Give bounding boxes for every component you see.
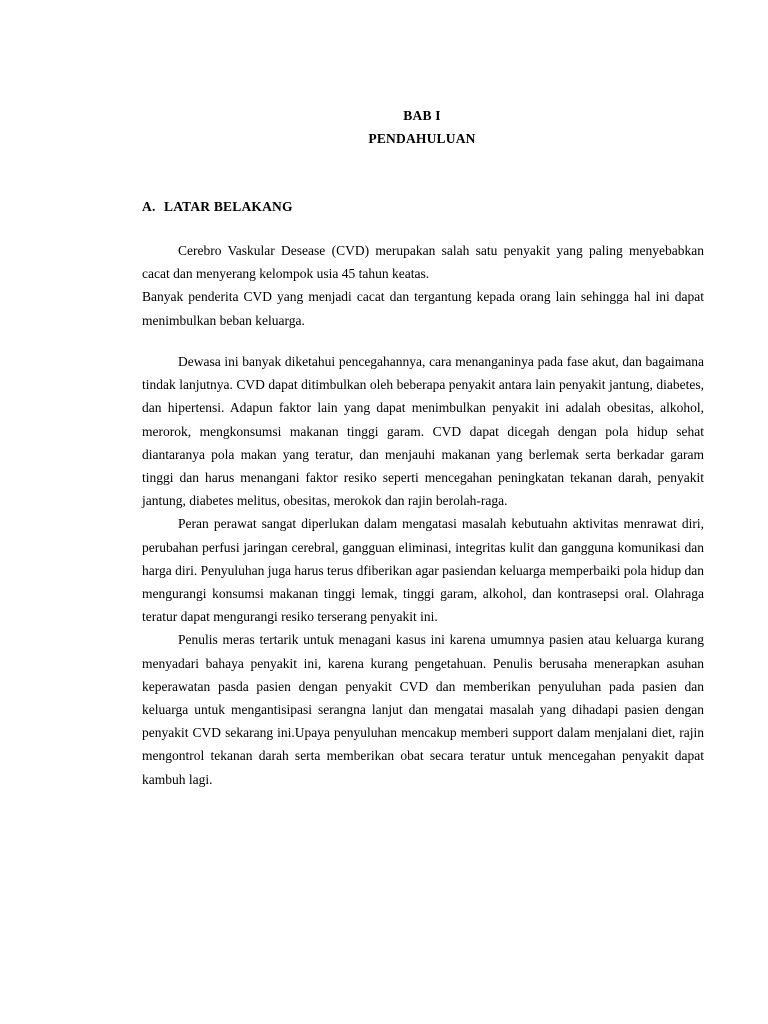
section-letter: A. (142, 199, 156, 214)
paragraph-2: Banyak penderita CVD yang menjadi cacat dan tergantung kepada orang lain sehingga hal ini dapat menimbulkan beban keluarga. (142, 289, 704, 328)
intro-block (142, 239, 704, 332)
body-block (142, 350, 704, 791)
paragraph-4: Peran perawat sangat diperlukan dalam mengatasi masalah kebutuahn aktivitas menrawat diri, perubahan perfusi jaringan cerebral, gangguan eliminasi, integritas kulit dan gangguna komunikasi dan harga diri. Penyuluhan juga harus terus dfiberikan agar pasiendan keluarga memperbaiki pola hidup dan mengurangi konsumsi makanan tinggi lemak, tinggi garam, alkohol, dan kontrasepsi oral. Olahraga teratur dapat mengurangi resiko terserang penyakit ini. (142, 516, 704, 625)
paragraph-5: Penulis meras tertarik untuk menagani kasus ini karena umumnya pasien atau keluarga kurang menyadari bahaya penyakit ini, karena kurang pengetahuan. Penulis berusaha menerapkan asuhan keperawatan pasda pasien dengan penyakit CVD dan memberikan penyuluhan pada pasien dan keluarga untuk mengantisipasi serangna lanjut dan mengatai masalah yang dihadapi pasien dengan penyakit CVD sekarang ini.Upaya penyuluhan mencakup memberi support dalam menjalani diet, rajin mengontrol tekanan darah serta memberikan obat secara teratur untuk mencegahan penyakit dapat kambuh lagi. (142, 632, 704, 787)
chapter-number: BAB I (403, 108, 441, 123)
section-heading (142, 199, 293, 215)
chapter-title: PENDAHULUAN (368, 131, 476, 146)
paragraph-1: Cerebro Vaskular Desease (CVD) merupakan salah satu penyakit yang paling menyebabkan cacat dan menyerang kelompok usia 45 tahun keatas. (142, 243, 704, 282)
section-title: LATAR BELAKANG (164, 199, 293, 214)
paragraph-3: Dewasa ini banyak diketahui pencegahannya, cara menanganinya pada fase akut, dan bagaimana tindak lanjutnya. CVD dapat ditimbulkan oleh beberapa penyakit antara lain penyakit jantung, diabetes, dan hipertensi. Adapun faktor lain yang dapat menimbulkan penyakit ini adalah obesitas, alkohol, merorok, mengkonsumsi makanan tinggi garam. CVD dapat dicegah dengan pola hidup sehat diantaranya pola makan yang teratur, dan menjauhi makanan yang berlemak serta berkadar garam tinggi dan harus menangani faktor resiko seperti mencegahan peningkatan tekanan darah, penyakit jantung, diabetes melitus, obesitas, merokok dan rajin berolah-raga. (142, 354, 704, 509)
